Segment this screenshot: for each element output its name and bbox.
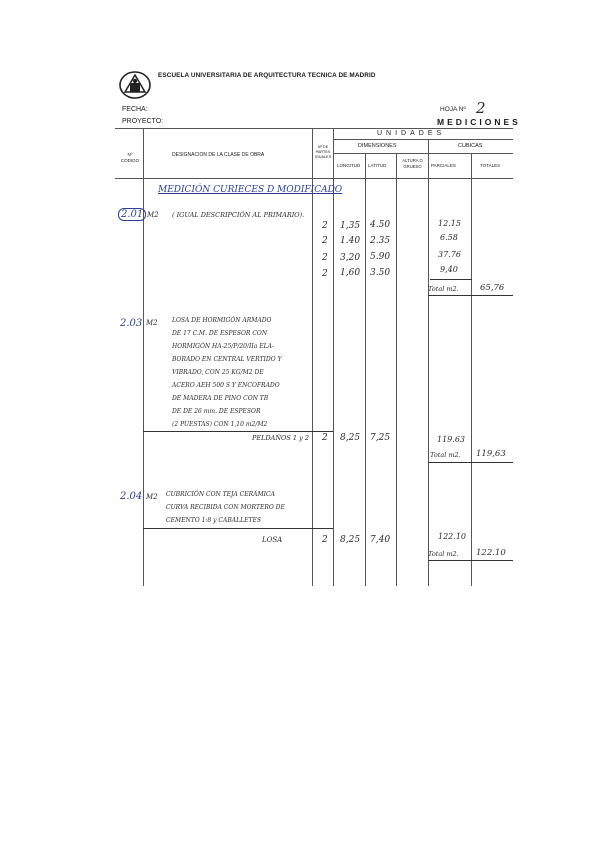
total-rule [428, 295, 513, 296]
unidades-rule [333, 139, 513, 140]
row-n: 2 [322, 253, 328, 263]
row-longitud: 1,35 [340, 221, 361, 231]
description-end-rule [143, 431, 333, 432]
row-latitud: 2.35 [370, 236, 391, 246]
row-parcial: 9,40 [440, 265, 458, 274]
parciales-header: PARCIALES [431, 163, 456, 168]
row-n: 2 [322, 433, 328, 443]
row-parcial: 12.15 [438, 219, 461, 228]
row-parcial: 122.10 [438, 532, 466, 541]
total-value: 122.10 [476, 548, 506, 558]
total-value: 65,76 [480, 283, 505, 293]
longitud-header: LONGITUD [337, 163, 361, 168]
mediciones-label: MEDICIONES [437, 117, 521, 127]
col-rule-altura [428, 139, 429, 586]
row-parcial: 119.63 [437, 435, 465, 444]
designacion-header: DESIGNACION DE LA CLASE DE OBRA [172, 152, 265, 158]
row-longitud: 1.40 [340, 236, 361, 246]
row-latitud: 5.90 [370, 252, 391, 262]
subtotal-rule [430, 279, 472, 280]
item-unit: M2 [146, 319, 158, 327]
fecha-label: FECHA: [122, 106, 148, 113]
row-longitud: 8,25 [340, 535, 361, 545]
item-description-line: (2 PUESTAS) CON 1,10 m2/M2 [172, 421, 268, 428]
item-description-line: VIBRADO, CON 25 KG/M2 DE [172, 369, 264, 376]
cubicas-header: CUBICAS [458, 143, 483, 149]
item-description-line: DE MADERA DE PINO CON TB [172, 395, 269, 402]
total-label: Total m2. [430, 451, 461, 459]
header-top-rule [115, 128, 513, 129]
hoja-label: HOJA Nº [440, 106, 466, 113]
col-rule-designacion [312, 128, 313, 586]
col-rule-partes [333, 128, 334, 586]
dimensiones-header: DIMENSIONES [358, 143, 397, 149]
col-rule-longitud [365, 153, 366, 586]
row-label: LOSA [262, 536, 283, 544]
item-description-line: LOSA DE HORMIGÓN ARMADO [172, 317, 272, 324]
proyecto-label: PROYECTO: [122, 118, 164, 125]
item-code: 2.04 [120, 491, 143, 502]
col-rule-code [143, 128, 144, 586]
school-logo [118, 70, 152, 100]
item-description-line: CUBRICIÓN CON TEJA CERÁMICA [166, 491, 275, 498]
row-latitud: 3.50 [370, 268, 391, 278]
row-parcial: 6.58 [440, 233, 458, 242]
row-n: 2 [322, 269, 328, 279]
section-title: MEDICIÓN CURIECES D MODIFICADO [158, 185, 343, 195]
row-latitud: 7,40 [370, 535, 391, 545]
item-unit: M2 [146, 493, 158, 501]
item-description: ( IGUAL DESCRIPCIÓN AL PRIMARIO). [172, 211, 305, 219]
school-name: ESCUELA UNIVERSITARIA DE ARQUITECTURA TECNICA DE MADRID [158, 72, 376, 79]
unidades-header: UNIDADES [377, 130, 446, 137]
item-description-line: CURVA RECIBIDA CON MORTERO DE [166, 504, 285, 511]
total-value: 119,63 [476, 449, 506, 459]
n-codigo-header: Nº CODIGO [120, 152, 140, 163]
item-description-line: ACERO AEH 500 S Y ENCOFRADO [172, 382, 280, 389]
altura-header: ALTURA O GRUESO [402, 158, 423, 169]
totales-header: TOTALES [480, 163, 501, 168]
item-description-line: BORADO EN CENTRAL VERTIDO Y [172, 356, 282, 363]
item-code: 2.01 [118, 208, 146, 221]
description-end-rule [143, 528, 333, 529]
row-longitud: 3,20 [340, 253, 361, 263]
item-description-line: CEMENTO 1:8 y CABALLETES [166, 517, 261, 524]
row-latitud: 7,25 [370, 433, 391, 443]
total-rule [428, 462, 513, 463]
row-n: 2 [322, 236, 328, 246]
item-description-line: DE 17 C.M. DE ESPESOR CON [172, 330, 268, 337]
row-parcial: 37.76 [438, 250, 461, 259]
item-description-line: DE DE 26 mm. DE ESPESOR [172, 408, 261, 415]
total-rule [428, 560, 513, 561]
row-longitud: 8,25 [340, 433, 361, 443]
total-label: Total m2. [428, 550, 459, 558]
item-unit: M2 [147, 211, 159, 219]
dimensiones-rule [333, 153, 513, 154]
row-label: PELDAÑOS 1 y 2 [252, 434, 309, 442]
col-rule-parciales [471, 153, 472, 586]
partes-header: Nº DE PARTES IGUALES [314, 145, 332, 159]
col-rule-latitud [396, 153, 397, 586]
row-longitud: 1,60 [340, 268, 361, 278]
total-label: Total m2. [428, 285, 459, 293]
item-code: 2.03 [120, 318, 143, 329]
item-description-line: HORMIGÓN HA-25/P/20/IIa ELA- [172, 343, 274, 350]
header-bottom-rule [115, 178, 513, 179]
row-n: 2 [322, 221, 328, 231]
row-latitud: 4.50 [370, 220, 391, 230]
hoja-number: 2 [476, 99, 486, 117]
latitud-header: LATITUD [368, 163, 387, 168]
row-n: 2 [322, 535, 328, 545]
